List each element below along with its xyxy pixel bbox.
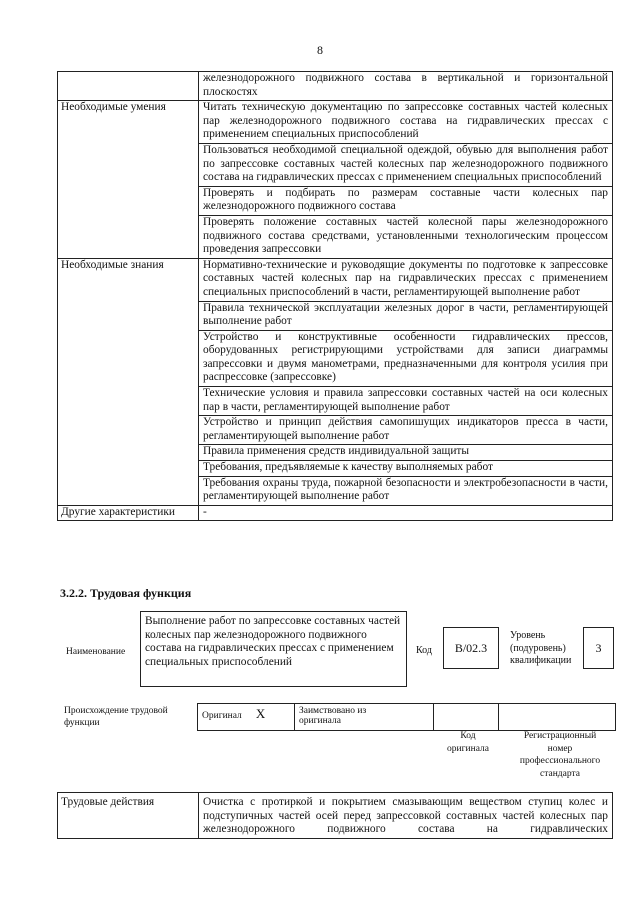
labor-actions-label: Трудовые действия	[58, 793, 199, 839]
row-text: Технические условия и правила запрессовки составных частей на оси колесных пар в части, регламентирующей выполнение работ	[199, 387, 613, 416]
row-text: Читать техническую документацию по запрессовке составных частей колесных пар железнодорожного подвижного состава на гидравлических прессах с применением специальных приспособлений	[199, 101, 613, 144]
labor-actions-table	[57, 792, 613, 839]
caption-line: Регистрационный	[523, 731, 597, 741]
code-label: Код	[416, 645, 432, 656]
row-text: Проверять и подбирать по размерам составные части колесных пар железнодорожного подвижного состава	[199, 186, 613, 215]
level-label	[510, 630, 571, 668]
origin-label-line: функции	[64, 718, 100, 728]
requirements-table	[57, 71, 613, 521]
other-characteristics-label: Другие характеристики	[58, 505, 199, 521]
table-row	[58, 793, 613, 839]
original-label: Оригинал	[202, 711, 242, 721]
skills-label: Необходимые умения	[58, 101, 199, 259]
section-title: 3.2.2. Трудовая функция	[60, 586, 192, 600]
borrowed-label-line: оригинала	[299, 716, 341, 726]
code-value-box: В/02.3	[443, 627, 499, 669]
original-code-cell	[434, 704, 499, 731]
caption-line: профессионального	[519, 756, 601, 766]
level-value-box: 3	[583, 627, 614, 669]
caption-line: оригинала	[447, 743, 489, 754]
level-label-line: квалификации	[510, 655, 572, 666]
row-text: Правила применения средств индивидуальной защиты	[199, 445, 613, 461]
row-text: Нормативно-технические и руководящие документы по подготовке к запрессовке составных частей колесных пар на гидравлических прессах с применением специальных приспособлений в части, регламентирующей выполнение работ	[199, 258, 613, 301]
row-text: Пользоваться необходимой специальной одеждой, обувью для выполнения работ по запрессовке составных частей колесных пар железнодорожного подвижного состава на гидравлических прессах с применением специальных приспособлений	[199, 143, 613, 186]
borrowed-label-line: Заимствовано из	[299, 706, 367, 716]
table-row	[58, 72, 613, 101]
row-text: Устройство и конструктивные особенности гидравлических прессов, оборудованных регистрирующими устройствами для записи диаграммы запрессовки и двумя манометрами, предназначенными для контроля усилия при распрессовке (запрессовке)	[199, 330, 613, 386]
caption-line: номер	[547, 743, 573, 754]
borrowed-cell	[295, 704, 434, 731]
row-text: -	[199, 505, 613, 521]
level-label-line: (подуровень)	[510, 642, 566, 654]
table-row	[58, 505, 613, 521]
origin-table	[197, 703, 616, 731]
table-row	[198, 704, 616, 731]
registration-number-cell	[499, 704, 616, 731]
caption-line: стандарта	[540, 768, 580, 779]
caption-line: Код	[460, 731, 476, 741]
function-name-box: Выполнение работ по запрессовке составных частей колесных пар железнодорожного подвижного состава на гидравлических прессах с применением специальных приспособлений	[140, 611, 407, 687]
registration-number-caption	[505, 730, 615, 780]
origin-label	[64, 705, 168, 729]
table-row	[58, 258, 613, 301]
original-cell	[198, 704, 295, 731]
knowledge-label: Необходимые знания	[58, 258, 199, 505]
original-code-caption	[440, 730, 496, 755]
table-row	[58, 101, 613, 144]
level-label-line: Уровень	[510, 630, 546, 641]
row-label	[58, 72, 199, 101]
row-text: железнодорожного подвижного состава в вертикальной и горизонтальной плоскостях	[199, 72, 613, 101]
origin-label-line: Происхождение трудовой	[64, 706, 168, 716]
row-text: Правила технической эксплуатации железных дорог в части, регламентирующей выполнение работ	[199, 301, 613, 330]
original-mark: X	[255, 706, 266, 721]
row-text: Проверять положение составных частей колесной пары железнодорожного подвижного состава средствами, установленными технологическим процессом проведения запрессовки	[199, 215, 613, 258]
row-text: Требования, предъявляемые к качеству выполняемых работ	[199, 461, 613, 477]
page-number: 8	[317, 43, 323, 57]
row-text: Устройство и принцип действия самопишущих индикаторов пресса в части, регламентирующей выполнение работ	[199, 416, 613, 445]
row-text: Требования охраны труда, пожарной безопасности и электробезопасности в части, регламентирующей выполнение работ	[199, 476, 613, 505]
name-label: Наименование	[66, 647, 126, 657]
labor-actions-text: Очистка с протиркой и покрытием смазывающим веществом ступиц колес и подступичных частей осей перед запрессовкой составных частей колесных пар железнодорожного подвижного состава на гидравлических	[199, 793, 613, 839]
